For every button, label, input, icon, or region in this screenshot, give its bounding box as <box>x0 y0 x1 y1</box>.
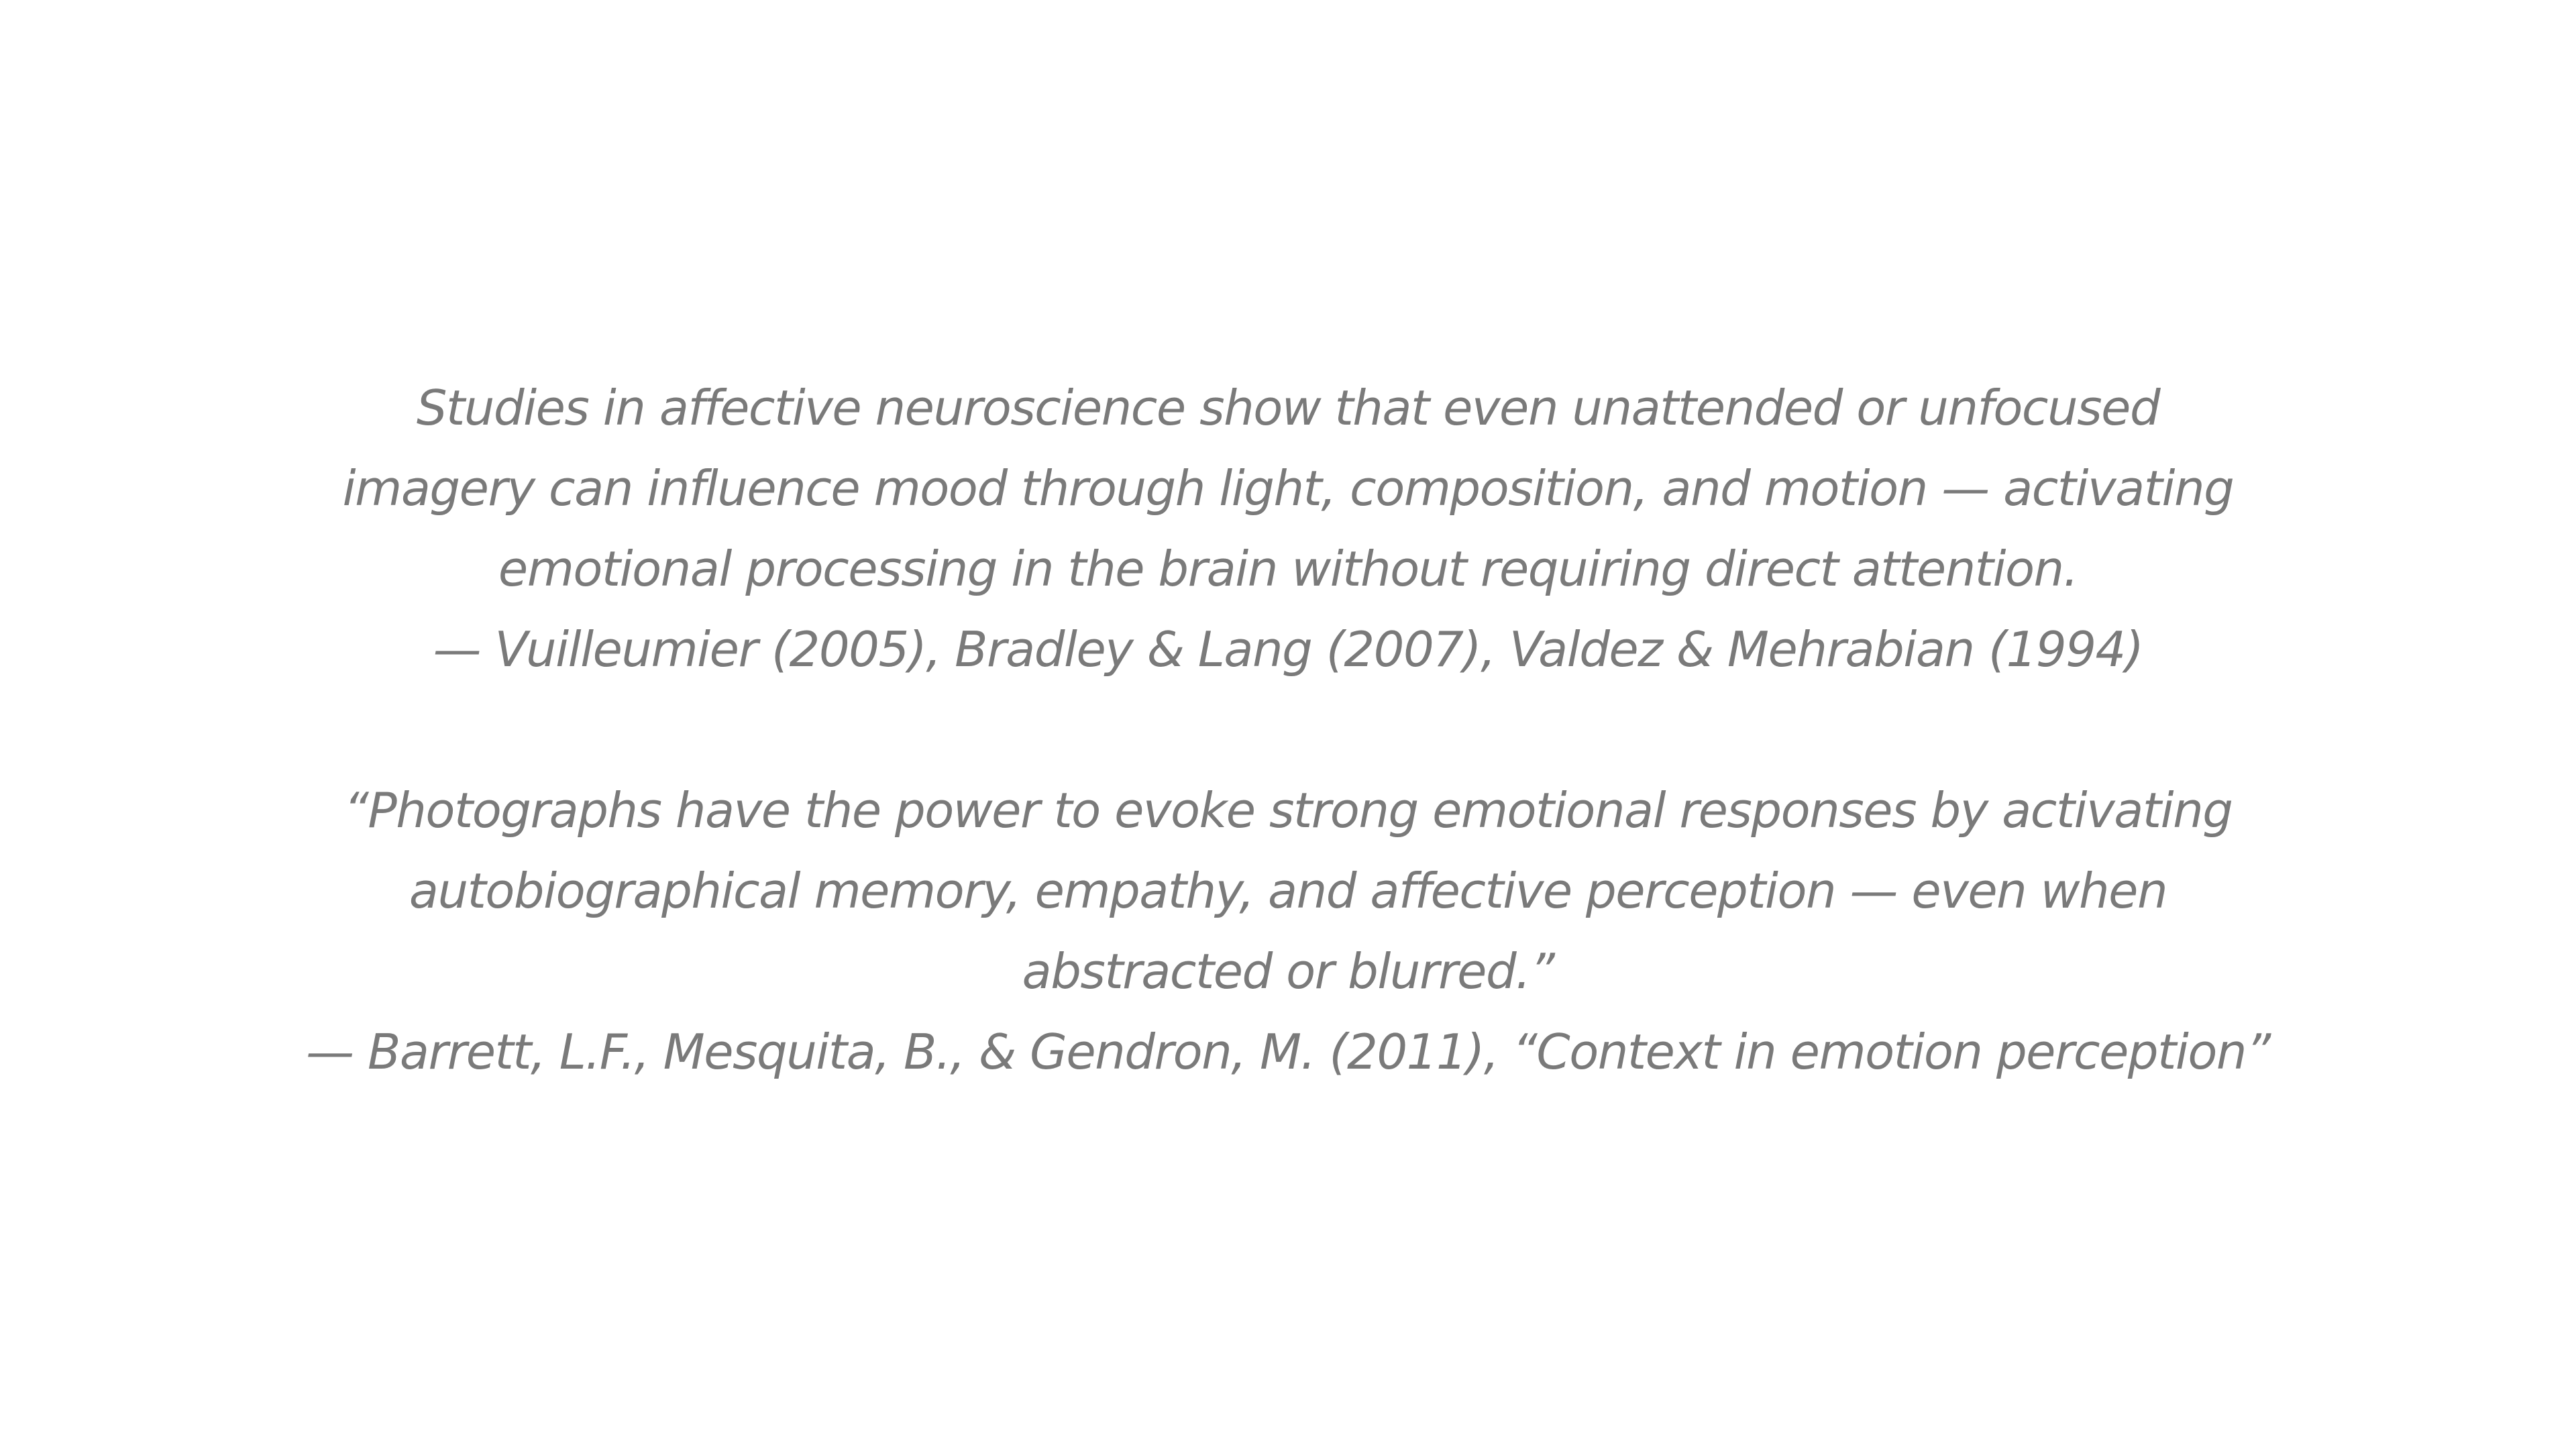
quote-attribution: — Barrett, L.F., Mesquita, B., & Gendron, M. (2011), “Context in emotion perception” <box>306 1024 2270 1080</box>
quote-line: autobiographical memory, empathy, and affective perception — even when <box>409 863 2167 919</box>
neuroscience-quote <box>0 368 2576 690</box>
photographs-quote <box>0 770 2576 1092</box>
quote-line: “Photographs have the power to evoke strong emotional responses by activating <box>343 782 2233 839</box>
quote-line: imagery can influence mood through light, composition, and motion — activating <box>342 460 2234 517</box>
quote-line: abstracted or blurred.” <box>1022 943 1554 1000</box>
quote-line: emotional processing in the brain without requiring direct attention. <box>498 541 2078 597</box>
quote-line: Studies in affective neuroscience show that even unattended or unfocused <box>416 380 2160 436</box>
quote-attribution: — Vuilleumier (2005), Bradley & Lang (2007), Valdez & Mehrabian (1994) <box>433 621 2143 678</box>
